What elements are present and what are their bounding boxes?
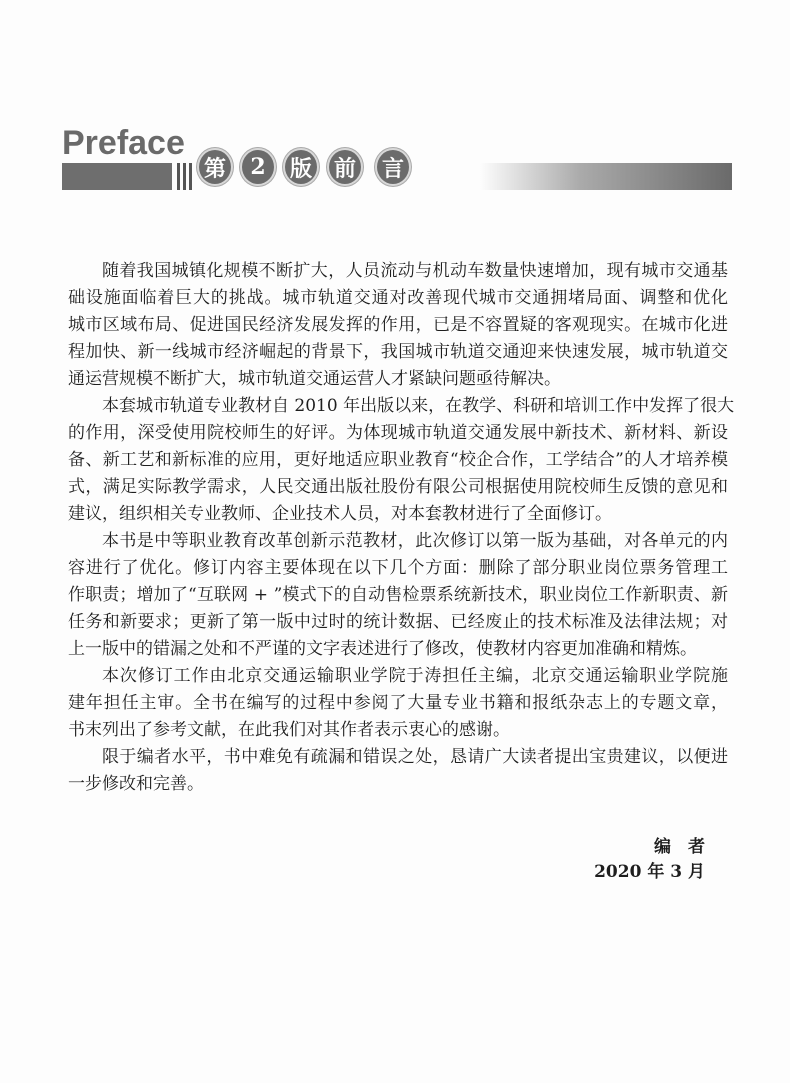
paragraph (68, 744, 728, 798)
text-line: 上一版中的错漏之处和不严谨的文字表述进行了修改，使教材内容更加准确和精炼。 (68, 639, 697, 659)
text-line: 本次修订工作由北京交通运输职业学院于涛担任主编，北京交通运输职业学院施 (102, 666, 728, 686)
text-line: 的作用，深受使用院校师生的好评。为体现城市轨道交通发展中新技术、新材料、新设 (68, 423, 728, 443)
text-line: 通运营规模不断扩大，城市轨道交通运营人才紧缺问题亟待解决。 (68, 369, 561, 389)
heading-stripe (177, 163, 180, 190)
preface-label: Preface (62, 124, 185, 162)
paragraph (68, 393, 735, 528)
title-char-badge: 第 (197, 148, 233, 186)
title-char-badge: 版 (283, 148, 319, 186)
text-line: 本书是中等职业教育改革创新示范教材，此次修订以第一版为基础，对各单元的内 (102, 531, 728, 551)
text-line: 限于编者水平，书中难免有疏漏和错误之处，恳请广大读者提出宝贵建议，以便进 (102, 747, 728, 767)
title-char-badge: 前 (327, 148, 363, 186)
heading-stripe (183, 163, 186, 190)
text-line: 任务和新要求；更新了第一版中过时的统计数据、已经废止的技术标准及法律法规；对 (68, 612, 728, 632)
preface-body (68, 258, 735, 798)
signature-date: 2020 年 3 月 (594, 862, 705, 882)
paragraph (68, 528, 728, 663)
text-line: 本套城市轨道专业教材自 2010 年出版以来，在教学、科研和培训工作中发挥了很大 (102, 396, 735, 416)
text-line: 容进行了优化。修订内容主要体现在以下几个方面：删除了部分职业岗位票务管理工 (68, 558, 728, 578)
text-line: 础设施面临着巨大的挑战。城市轨道交通对改善现代城市交通拥堵局面、调整和优化 (68, 288, 728, 308)
text-line: 一步修改和完善。 (68, 774, 204, 794)
text-line: 城市区域布局、促进国民经济发展发挥的作用，已是不容置疑的客观现实。在城市化进 (68, 315, 728, 335)
text-line: 备、新工艺和新标准的应用，更好地适应职业教育“校企合作，工学结合”的人才培养模 (68, 450, 728, 470)
title-char-badge: 言 (375, 148, 411, 186)
title-char-badge: 2 (240, 148, 276, 186)
text-line: 作职责；增加了“互联网 + ”模式下的自动售检票系统新技术，职业岗位工作新职责、新 (68, 585, 728, 605)
signature-author: 编 者 (654, 837, 705, 857)
paragraph (68, 258, 728, 393)
heading-stripe (189, 163, 192, 190)
heading-bar-right (480, 163, 732, 190)
text-line: 程加快、新一线城市经济崛起的背景下，我国城市轨道交通迎来快速发展，城市轨道交 (68, 342, 728, 362)
text-line: 式，满足实际教学需求，人民交通出版社股份有限公司根据使用院校师生反馈的意见和 (68, 477, 728, 497)
paragraph (68, 663, 728, 744)
text-line: 建议，组织相关专业教师、企业技术人员，对本套教材进行了全面修订。 (68, 504, 612, 524)
text-line: 书末列出了参考文献，在此我们对其作者表示衷心的感谢。 (68, 720, 510, 740)
text-line: 随着我国城镇化规模不断扩大，人员流动与机动车数量快速增加，现有城市交通基 (102, 261, 728, 281)
text-line: 建年担任主审。全书在编写的过程中参阅了大量专业书籍和报纸杂志上的专题文章， (68, 693, 728, 713)
heading-bar-left (62, 163, 172, 190)
